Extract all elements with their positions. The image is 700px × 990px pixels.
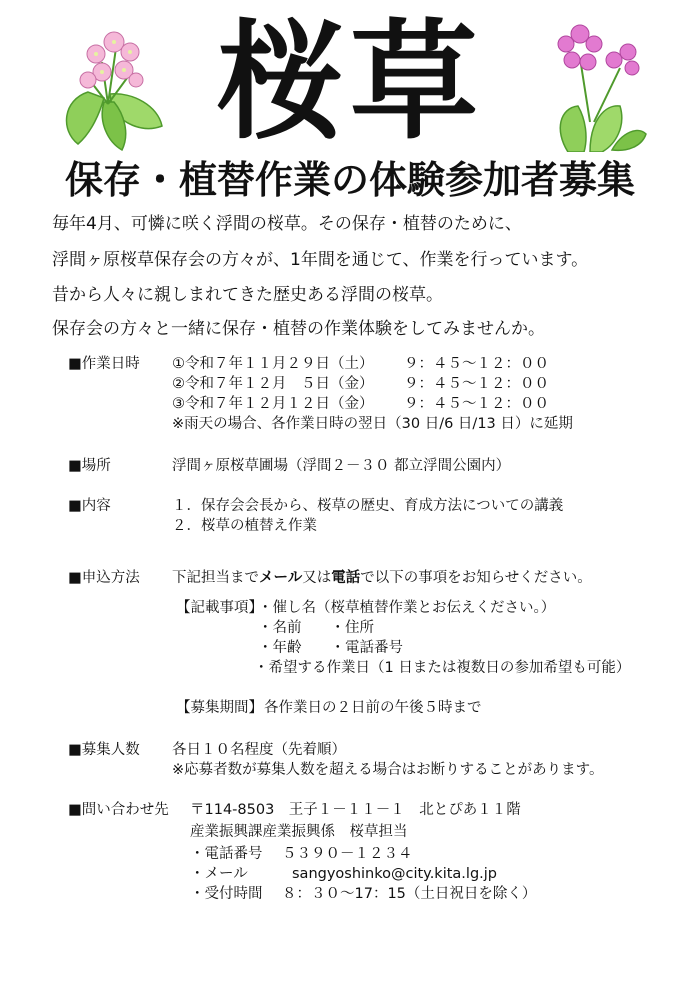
schedule-time-3: ９：４５～１２：００ [404, 396, 549, 412]
apply-intro-pre: 下記担当まで [172, 570, 259, 586]
apply-item-4: ・希望する作業日（1 日または複数日の参加希望も可能） [254, 660, 631, 676]
apply-item-1: ・催し名（桜草植替作業とお伝えください。） [258, 600, 556, 616]
schedule-date-1: ①令和７年１１月２９日（土） [172, 356, 374, 372]
intro-line-3: 昔から人々に親しまれてきた歴史ある浮間の桜草。 [52, 285, 443, 305]
apply-intro [172, 568, 592, 588]
schedule-date-2: ②令和７年１２月 ５日（金） [172, 376, 374, 392]
apply-period-label: 【募集期間】 [176, 700, 263, 716]
apply-intro-mid: 又は [302, 570, 332, 586]
place-value: 浮間ヶ原桜草圃場（浮間２－３０ 都立浮間公園内） [172, 458, 511, 474]
contact-mail-label: ・メール [190, 866, 248, 882]
intro-line-1: 毎年4月、可憐に咲く浮間の桜草。その保存・植替のために、 [52, 214, 522, 234]
contact-dept: 産業振興課産業振興係 桜草担当 [190, 824, 408, 840]
apply-period-value: 各作業日の２日前の午後５時まで [264, 700, 482, 716]
contact-address: 〒114-8503 王子１－１１－１ 北とぴあ１１階 [190, 802, 521, 818]
capacity-value: 各日１０名程度（先着順） [172, 742, 346, 758]
place-label: ■場所 [68, 458, 111, 474]
schedule-label: ■作業日時 [68, 356, 140, 372]
contact-mail[interactable]: sangyoshinko@city.kita.lg.jp [292, 866, 497, 882]
apply-intro-post: で以下の事項をお知らせください。 [360, 570, 592, 586]
schedule-date-3: ③令和７年１２月１２日（金） [172, 396, 374, 412]
apply-items-label: 【記載事項】 [176, 600, 263, 616]
contact-hours: ８：３０～17：15（土日祝日を除く） [282, 886, 537, 902]
content-item-2: ２．桜草の植替え作業 [172, 518, 317, 534]
content-item-1: １．保存会会長から、桜草の歴史、育成方法についての講義 [172, 498, 564, 514]
intro-line-4: 保存会の方々と一緒に保存・植替の作業体験をしてみませんか。 [52, 319, 545, 339]
schedule-time-2: ９：４５～１２：００ [404, 376, 549, 392]
contact-label: ■問い合わせ先 [68, 802, 169, 818]
contact-phone: ５３９０－１２３４ [282, 846, 413, 862]
apply-phone-emph: 電話 [331, 570, 361, 586]
capacity-label: ■募集人数 [68, 742, 140, 758]
schedule-time-1: ９：４５～１２：００ [404, 356, 549, 372]
apply-mail-emph: メール [259, 570, 303, 586]
page-subtitle: 保存・植替作業の体験参加者募集 [64, 158, 635, 202]
apply-label: ■申込方法 [68, 570, 140, 586]
page-title: 桜草 [215, 8, 484, 157]
contact-phone-label: ・電話番号 [190, 846, 263, 862]
apply-item-2: ・名前 ・住所 [258, 620, 374, 636]
intro-line-2: 浮間ヶ原桜草保存会の方々が、1年間を通じて、作業を行っています。 [52, 250, 589, 270]
contact-hours-label: ・受付時間 [190, 886, 263, 902]
apply-item-3: ・年齢 ・電話番号 [258, 640, 403, 656]
capacity-note: ※応募者数が募集人数を超える場合はお断りすることがあります。 [172, 762, 604, 778]
content-label: ■内容 [68, 498, 111, 514]
schedule-rain-note: ※雨天の場合、各作業日時の翌日（30 日/6 日/13 日）に延期 [172, 416, 573, 432]
